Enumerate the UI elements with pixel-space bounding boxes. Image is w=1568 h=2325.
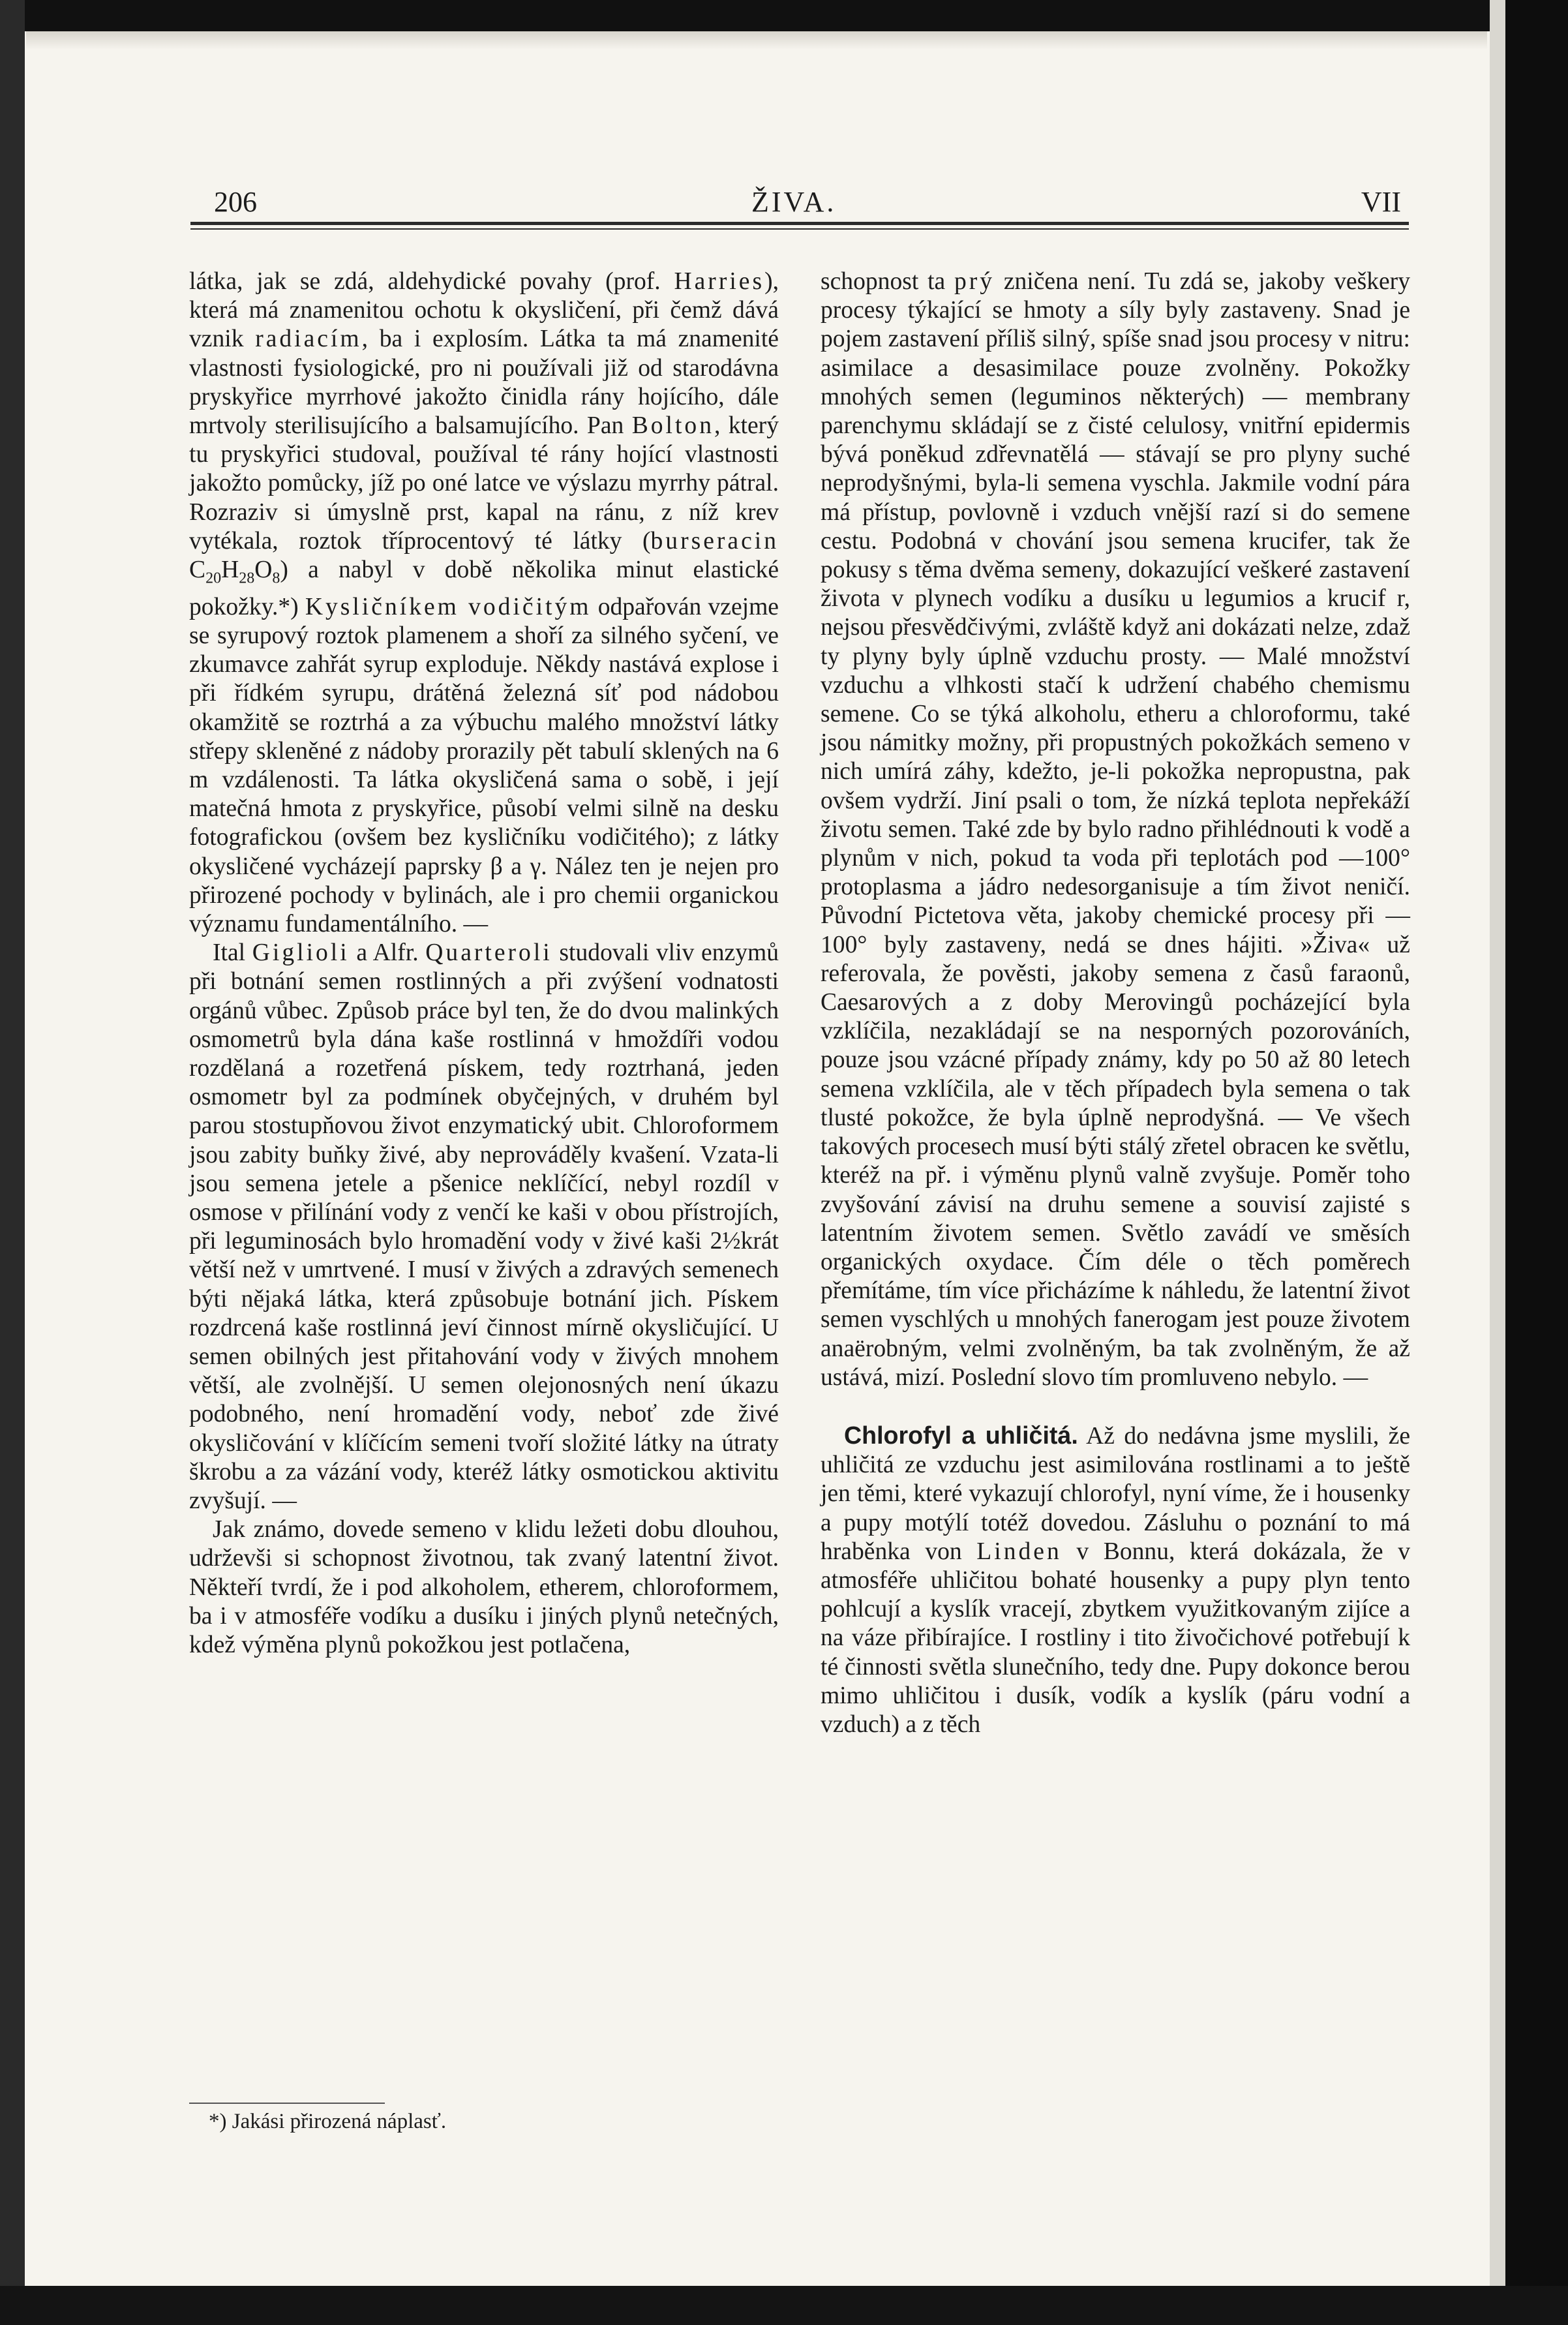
term-radiacim: radiacím [255, 326, 362, 353]
scan-border-left [0, 0, 25, 2325]
paragraph-latent-life-cont: schopnost ta prý zničena není. Tu zdá se, jakoby veškery procesy týkající se hmoty a síly byly zastaveny. Snad je pojem zastavení příliš silný, spíše snad jsou procesy v nitru: asimilace a desasimilace pouze zvolněny. Pokožky mnohých semen (leguminos některých) — membrany parenchymu skládají se z čisté celulosy, vnitřní epidermis bývá poněkud zdřevnatělá — stávají se pro plyny suché neprodyšnými, byla-li semena vyschla. Jakmile vodní pára má přístup, povlovně i vzduch vnější razí si do semene cestu. Podobná v chování jsou semena krucifer, tak že pokusy s těma dvěma semeny, dokazující veškeré zastavení života v plynech vodíku a dusíku u legumios a krucif r, nejsou přesvědčivými, zvláště když ani dokázati nelze, zdaž ty plyny byly úplně vzduchu prosty. — Malé množství vzduchu a vlhkosti stačí k udržení chabého chemismu semene. Co se týká alkoholu, etheru a chloroformu, také jsou námitky možny, při propustných pokožkách semeno v nich umírá záhy, kdežto, je-li pokožka nepropustna, pak ovšem vydrží. Jiní psali o tom, že nízká teplota nepřekáží životu semen. Také zde by bylo radno přihlédnouti k vodě a plynům v nich, pokud ta voda při teplotách pod —100° protoplasma a jádro nedesorganisuje a tím život neničí. Původní Pictetova věta, jakoby chemické procesy při —100° byly zastaveny, nedá se dnes hájiti. »Živa« už referovala, že pověsti, jakoby semena z časů faraonů, Caesarových a z doby Merovingů pocházející byla vzklíčila, nezakládají se na nesporných pozorováních, pouze jsou vzácné případy známy, kdy po 50 až 80 letech semena vzklíčila, ale v těch případech byla semena o tak tlusté pokožce, že byla úplně neprodyšná. — Ve všech takových procesech musí býti stálý zřetel obracen ke světlu, kteréž na př. i výměnu plynů valně zvyšuje. Poměr toho zvyšování závisí na druhu semene a souvisí zajisté s latentním životem semen. Světlo zavádí ve směsích organických oxydace. Čím déle o těch poměrech přemítáme, tím více přicházíme k náhledu, že latentní život semen vyschlých u mnohých fanerogam jest pouze životem anaërobným, velmi zvolněným, ba tak zvolněným, že až ustává, mizí. Poslední slovo tím promluveno nebylo. — [821, 268, 1410, 1391]
name-bolton: Bolton [631, 412, 714, 440]
volume-number: VII [1361, 186, 1401, 218]
name-giglioli: Giglioli [252, 939, 350, 967]
page-number: 206 [214, 186, 257, 218]
name-quarteroli: Quarteroli [425, 939, 552, 967]
name-harries: Harries [674, 268, 765, 295]
paragraph-latent-life: Jak známo, dovede semeno v klidu ležeti dobu dlouhou, udrževši si schopnost životnou, tak zvaný latentní život. Někteří tvrdí, že i pod alkoholem, etherem, chloroformem, ba i v atmosféře vodíku a dusíku i jiných plynů netečných, kdež výměna plynů pokožkou jest potlačena, [189, 1516, 779, 1659]
term-pry: prý [954, 268, 995, 295]
journal-title: ŽIVA. [751, 186, 837, 218]
scan-page-edge [1490, 0, 1505, 2325]
scan-border-top [0, 0, 1568, 31]
chemical-formula: $C_{20}H_{28}O_8$ [189, 556, 280, 587]
scan-border-right [1505, 0, 1568, 2325]
section-heading-chlorofyl: Chlorofyl a uhličitá. [844, 1421, 1078, 1449]
term-kyslicnikem: Kysličníkem vodičitým [305, 593, 592, 620]
running-header [190, 181, 1409, 220]
paragraph-enzymes: Ital Giglioli a Alfr. Quarteroli studovali vliv enzymů při botnání semen rostlinných a při zvýšení vodnatosti orgánů vůbec. Způsob práce byl ten, že do dvou malinkých osmometrů byla dána kaše rostlinná v hmoždíři vodou rozdělaná a rozetřená pískem, tedy roztrhaná, jeden osmometr byl za podmínek obyčejných, v druhém byl parou stostupňovou život enzymatický ubit. Chloroformem jsou zabity buňky živé, aby neprováděly kvašení. Vzata-li jsou semena jetele a pšenice neklíčící, nebyl rozdíl v osmose v přilínání vody z venčí ke kaši v obou přístrojích, při leguminosách bylo hromadění vody v živé kaši 2½krát větší než v umrtvené. I musí v živých a zdravých semenech býti nějaká látka, která způsobuje botnání jich. Pískem rozdrcená kaše rostlinná jeví činnost mírně okysličující. U semen obilných jest přitahování vody v živých mnohem větší, ale zvolnější. U semen olejonosných není úkazu podobného, není hromadění vody, neboť zde živé okysličování v klíčícím semeni tvoří složité látky na útraty škrobu a za vázání vody, kteréž látky osmotickou aktivitu zvyšují. — [189, 939, 779, 1515]
right-column [821, 267, 1410, 2225]
scan-top-shadow [26, 31, 1487, 50]
section-gap [821, 1392, 1410, 1421]
header-rule-thick [190, 222, 1409, 225]
name-linden: Linden [976, 1538, 1062, 1565]
header-rule-thin [190, 228, 1409, 230]
footnote-rule [189, 2103, 385, 2104]
left-column [189, 267, 779, 2225]
footnote: *) Jakási přirozená náplasť. [209, 2110, 447, 2133]
paragraph-burseracin: látka, jak se zdá, aldehydické povahy (prof. Harries), která má znamenitou ochotu k okysličení, při čemž dává vznik radiacím, ba i explosím. Látka ta má znamenité vlastnosti fysiologické, pro ni používali již od starodávna pryskyřice myrrhové jakožto činidla rány hojícího, dále mrtvoly sterilisujícího a balsamujícího. Pan Bolton, který tu pryskyřici studoval, používal té rány hojící vlastnosti jakožto pomůcky, jíž po oné latce ve výslazu myrrhy pátral. Rozraziv si úmyslně prst, kapal na ránu, z níž krev vytékala, roztok tříprocentový té látky (burseracin $C_{20}H_{28}O_8$) a nabyl v době několika minut elastické pokožky.*) Kysličníkem vodičitým odpařován vzejme se syrupový roztok plamenem a shoří za silného syčení, ve zkumavce zahřát syrup exploduje. Někdy nastává explose i při řídkém syrupu, drátěná železná síť pod nádobou okamžitě se roztrhá a za výbuchu malého množství látky střepy skleněné z nádoby prorazily pět tabulí sklených na 6 m vzdálenosti. Ta látka okysličená sama o sobě, i její matečná hmota z pryskyřice, působí velmi silně na desku fotografickou (ovšem bez kysličníku vodičitého); z látky okysličené vycházejí paprsky β a γ. Nález ten je nejen pro přirozené pochody v bylinách, ale i pro chemii organickou významu fundamentálního. — [189, 268, 779, 937]
scan-border-bottom [0, 2286, 1568, 2325]
paragraph-chlorophyll: Chlorofyl a uhličitá. Až do nedávna jsme myslili, že uhličitá ze vzduchu jest asimilována rostlinami a to ještě jen těmi, které vykazují chlorofyl, nyní víme, že i housenky a pupy motýlí totéž dovedou. Zásluhu o poznání to má hraběnka von Linden v Bonnu, která dokázala, že v atmosféře uhličitou bohaté housenky a pupy plyn tento pohlcují a kyslík vracejí, zbytkem využitkovaným zijíce a na váze přibírajíce. I rostliny i tito živočichové potřebují k té činnosti světla slunečního, tedy dne. Pupy dokonce berou mimo uhličitou i dusík, vodík a kyslík (páru vodní a vzduch) a z těch [821, 1421, 1410, 1738]
term-burseracin: burseracin [650, 527, 779, 555]
